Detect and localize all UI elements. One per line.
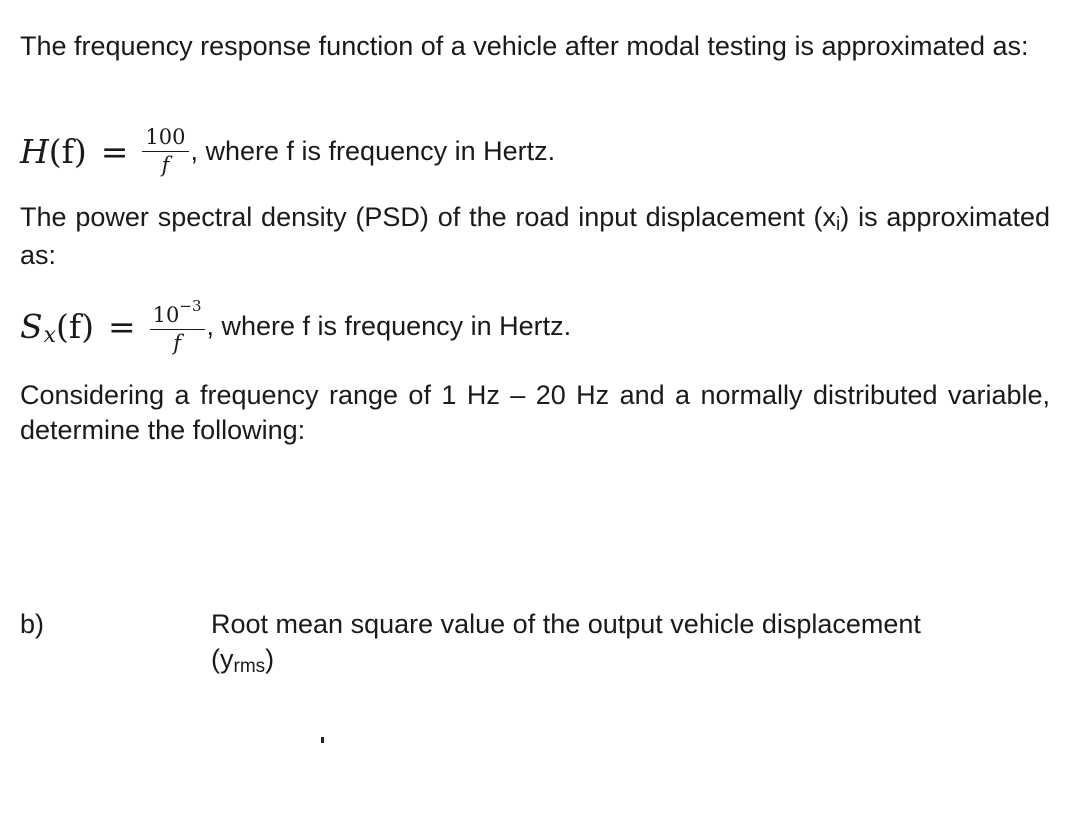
equation-frequency-response	[20, 116, 555, 186]
eq2-numerator-exp: −3	[179, 297, 202, 315]
eq2-numerator	[150, 297, 205, 330]
intro-paragraph	[20, 29, 1050, 64]
eq1-suffix: , where f is frequency in Hertz.	[190, 135, 556, 166]
eq2-func: S	[20, 306, 43, 346]
eq2-equals: =	[108, 306, 136, 346]
part-b-symbol-sub: rms	[233, 656, 266, 677]
eq1-fraction	[142, 125, 188, 177]
eq2-arg: (f)	[56, 306, 94, 346]
eq1-equals: =	[100, 131, 129, 171]
eq1-numerator: 100	[142, 125, 188, 152]
psd-text-after: ) is approximated as:	[20, 202, 1050, 270]
equation-psd	[20, 291, 571, 361]
eq1-arg: (f)	[48, 131, 87, 171]
eq1-denominator: f	[161, 153, 170, 177]
conditions-paragraph	[20, 378, 1050, 448]
eq2-denominator: f	[173, 331, 181, 355]
eq2-suffix: , where f is frequency in Hertz.	[206, 310, 572, 341]
part-b-question	[211, 607, 1051, 680]
part-b-symbol-open: (y	[211, 644, 234, 674]
part-b-label: b)	[20, 609, 45, 639]
psd-text-before: The power spectral density (PSD) of the road input displacement (x	[20, 202, 837, 232]
part-b-symbol-close: )	[265, 644, 275, 674]
intro-text: The frequency response function of a vehicle after modal testing is approximated as:	[20, 31, 1029, 61]
part-b-text: Root mean square value of the output vehicle displacement	[211, 609, 921, 639]
psd-paragraph	[20, 200, 1050, 273]
eq2-sub: x	[43, 322, 57, 348]
eq2-numerator-base: 10	[152, 303, 180, 327]
eq1-func: H	[20, 131, 49, 171]
conditions-text: Considering a frequency range of 1 Hz – 20 Hz and a normally distributed variable, determine the following:	[20, 380, 1050, 445]
eq2-fraction	[150, 297, 205, 355]
stray-mark	[321, 737, 324, 743]
psd-subscript: i	[836, 214, 841, 235]
eq2-lhs	[20, 307, 94, 346]
eq1-lhs	[20, 132, 87, 171]
